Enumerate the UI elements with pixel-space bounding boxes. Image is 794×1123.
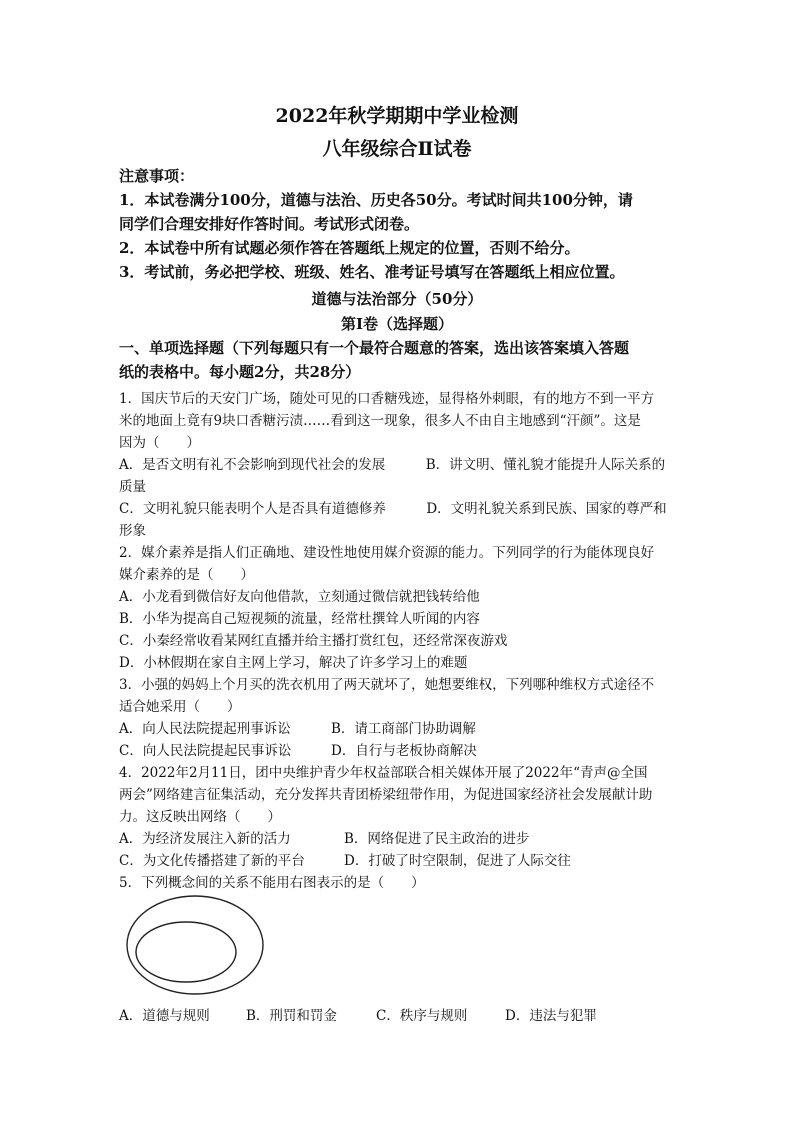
q3-option-d: D．自行与老板协商解决 <box>331 743 477 759</box>
q1-option-line: 质量 <box>119 479 146 495</box>
notice-line: 3．考试前，务必把学校、班级、姓名、准考证号填写在答题纸上相应位置。 <box>119 263 625 281</box>
q3-stem: 适合她采用（ ） <box>119 699 241 715</box>
q4-option-d: D．打破了时空限制，促进了人际交往 <box>344 853 571 869</box>
q1-option-line: A．是否文明有礼不会影响到现代社会的发展 B．讲文明、懂礼貌才能提升人际关系的 <box>119 457 666 473</box>
q3-option-a: A．向人民法院提起刑事诉讼 <box>119 721 291 737</box>
q2-option: C．小秦经常收看某网红直播并给主播打赏红包，还经常深夜游戏 <box>119 633 508 649</box>
notice-line: 同学们合理安排好作答时间。考试形式闭卷。 <box>119 215 420 233</box>
q5-stem: 5．下列概念间的关系不能用右图表示的是（ ） <box>119 875 425 891</box>
q2-option: D．小林假期在家自主网上学习，解决了许多学习上的难题 <box>119 655 468 671</box>
exam-title: 2022年秋学期期中学业检测 <box>275 105 519 127</box>
q4-stem: 两会”网络建言征集活动，充分发挥共青团桥梁纽带作用，为促进国家经济社会发展献计助 <box>119 787 653 803</box>
q2-option: A．小龙看到微信好友向他借款，立刻通过微信就把钱转给他 <box>119 589 480 605</box>
q3-stem: 3．小强的妈妈上个月买的洗衣机用了两天就坏了，她想要维权，下列哪种维权方式途径不 <box>119 677 655 693</box>
q4-option-a: A．为经济发展注入新的活力 <box>119 831 291 847</box>
q5-option-a: A．道德与规则 <box>119 1008 210 1024</box>
q2-stem: 媒介素养的是（ ） <box>119 567 254 583</box>
q1-stem: 因为（ ） <box>119 435 200 451</box>
q1-option-line: C．文明礼貌只能表明个人是否具有道德修养 D．文明礼貌关系到民族、国家的尊严和 <box>119 501 667 517</box>
venn-diagram <box>124 893 266 997</box>
q5-option-b: B．刑罚和罚金 <box>246 1008 337 1024</box>
outer-ellipse <box>127 896 263 994</box>
notice-line: 1．本试卷满分100分，道德与法治、历史各50分。考试时间共100分钟，请 <box>119 191 633 209</box>
section-instruction: 纸的表格中。每小题2分，共28分） <box>119 363 361 381</box>
exam-subtitle: 八年级综合Ⅱ试卷 <box>322 138 472 160</box>
section-instruction: 一、单项选择题（下列每题只有一个最符合题意的答案，选出该答案填入答题 <box>119 339 630 357</box>
q3-option-b: B．请工商部门协助调解 <box>331 721 476 737</box>
section-title: 道德与法治部分（50分） <box>311 290 483 308</box>
notice-line: 2．本试卷中所有试题必须作答在答题纸上规定的位置，否则不给分。 <box>119 239 580 257</box>
q2-option: B．小华为提高自己短视频的流量，经常杜撰耸人听闻的内容 <box>119 611 480 627</box>
part-title: 第Ⅰ卷（选择题） <box>340 315 454 333</box>
inner-ellipse <box>136 922 236 982</box>
q1-stem: 1．国庆节后的天安门广场，随处可见的口香糖残迹，显得格外刺眼，有的地方不到一平方 <box>119 391 655 407</box>
q5-option-d: D．违法与犯罪 <box>505 1008 597 1024</box>
notice-heading: 注意事项： <box>119 167 195 185</box>
q4-stem: 力。这反映出网络（ ） <box>119 809 281 825</box>
q1-option-line: 形象 <box>119 523 146 539</box>
q1-stem: 米的地面上竟有9块口香糖污渍……看到这一现象，很多人不由自主地感到“汗颜”。这是 <box>119 413 641 429</box>
q3-option-c: C．向人民法院提起民事诉讼 <box>119 743 292 759</box>
q4-option-b: B．网络促进了民主政治的进步 <box>344 831 530 847</box>
q5-option-c: C．秩序与规则 <box>376 1008 468 1024</box>
q2-stem: 2．媒介素养是指人们正确地、建设性地使用媒介资源的能力。下列同学的行为能体现良好 <box>119 545 655 561</box>
q4-stem: 4．2022年2月11日，团中央维护青少年权益部联合相关媒体开展了2022年“青声@全国 <box>119 765 648 781</box>
q4-option-c: C．为文化传播搭建了新的平台 <box>119 853 305 869</box>
